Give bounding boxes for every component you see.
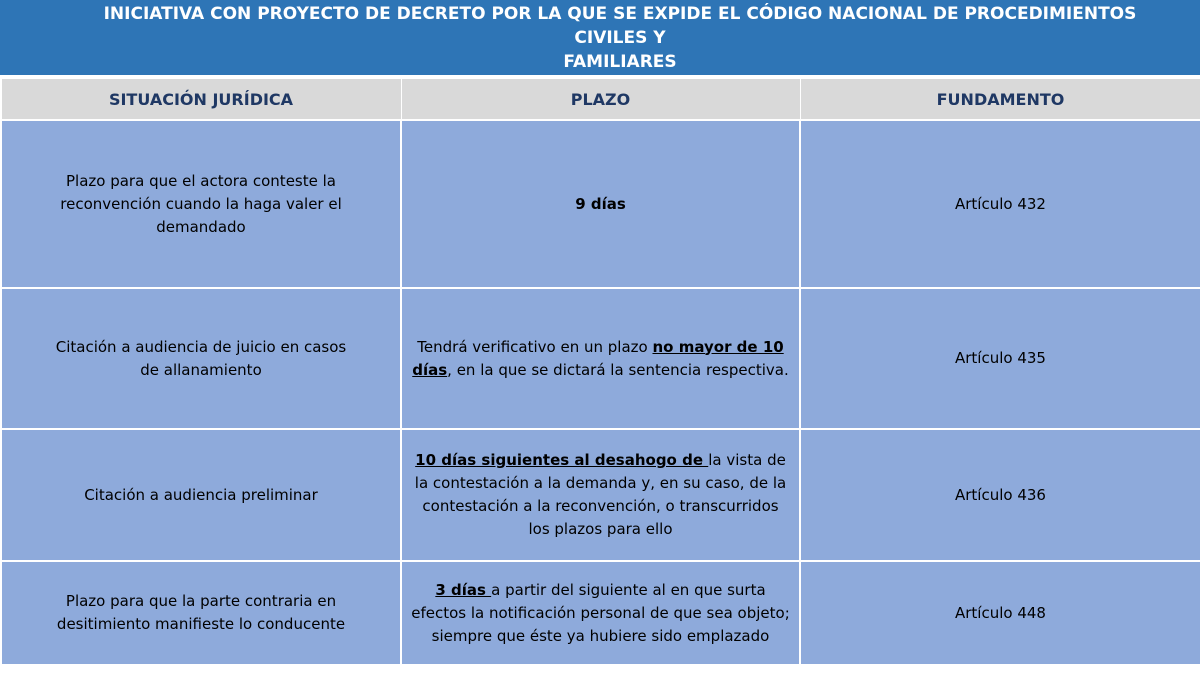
cell-situacion: Citación a audiencia preliminar [1, 429, 401, 561]
plazo-emphasis: 9 días [575, 194, 626, 213]
cell-fundamento: Artículo 435 [800, 288, 1200, 429]
cell-plazo [401, 561, 800, 665]
page-title [0, 0, 1200, 75]
deadlines-table [0, 78, 1200, 666]
table-header-row [1, 79, 1200, 121]
plazo-text-post: a partir del siguiente al en que surta efectos la notificación personal de que sea objeto; siempre que éste ya hubiere sido emplazado [411, 580, 790, 645]
cell-plazo [401, 429, 800, 561]
table-row [1, 288, 1200, 429]
cell-fundamento: Artículo 448 [800, 561, 1200, 665]
plazo-text-post: la vista de la contestación a la demanda y, en su caso, de la contestación a la reconvención, o transcurridos los plazos para ello [414, 451, 787, 538]
header-fundamento: FUNDAMENTO [800, 79, 1200, 121]
plazo-text-post: , en la que se dictará la sentencia respectiva. [447, 360, 789, 379]
title-line-1: INICIATIVA CON PROYECTO DE DECRETO POR LA QUE SE EXPIDE EL CÓDIGO NACIONAL DE PROCEDIMIENTOS CIVILES Y [103, 3, 1137, 48]
cell-fundamento: Artículo 432 [800, 120, 1200, 288]
cell-situacion: Citación a audiencia de juicio en casos de allanamiento [1, 288, 401, 429]
table-row [1, 120, 1200, 288]
header-situacion: SITUACIÓN JURÍDICA [1, 79, 401, 121]
plazo-emphasis: 3 días [435, 580, 492, 599]
plazo-text-pre: Tendrá verificativo en un plazo [417, 337, 653, 356]
table-row [1, 429, 1200, 561]
cell-fundamento: Artículo 436 [800, 429, 1200, 561]
cell-plazo [401, 288, 800, 429]
header-plazo: PLAZO [401, 79, 800, 121]
plazo-emphasis: 10 días siguientes al desahogo de [415, 451, 709, 469]
plazo-emphasis: no mayor de 10 días [412, 337, 784, 379]
title-line-2: FAMILIARES [563, 51, 677, 72]
cell-plazo [401, 120, 800, 288]
table-row [1, 561, 1200, 665]
cell-situacion: Plazo para que el actora conteste la reconvención cuando la haga valer el demandado [1, 120, 401, 288]
cell-situacion: Plazo para que la parte contraria en desitimiento manifieste lo conducente [1, 561, 401, 665]
